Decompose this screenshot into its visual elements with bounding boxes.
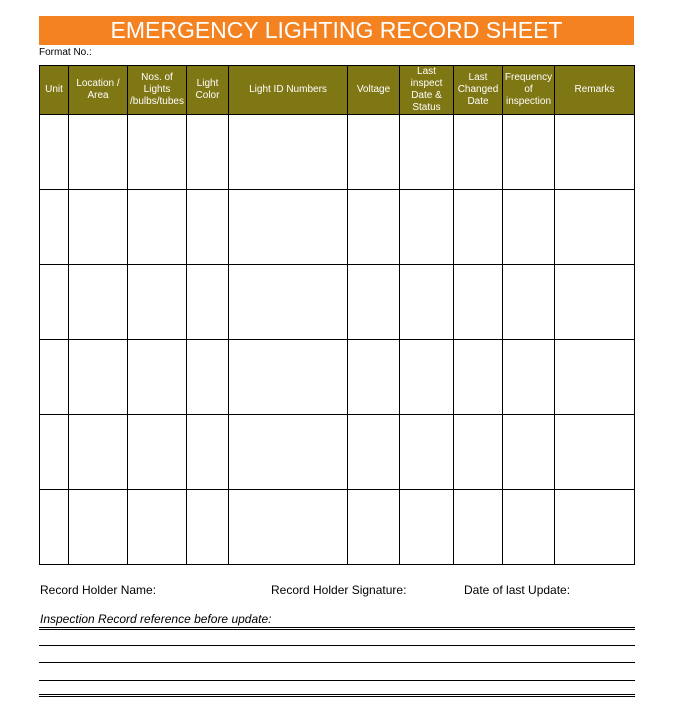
table-cell[interactable] [40,340,69,415]
table-cell[interactable] [454,265,503,340]
table-body [40,115,635,565]
table-cell[interactable] [69,340,128,415]
column-header-nos-of-lights: Nos. of Lights /bulbs/tubes [128,66,187,115]
table-cell[interactable] [187,265,229,340]
table-cell[interactable] [348,490,400,565]
table-cell[interactable] [555,190,635,265]
table-cell[interactable] [229,415,348,490]
table-cell[interactable] [454,415,503,490]
table-cell[interactable] [503,115,555,190]
table-cell[interactable] [187,115,229,190]
table-cell[interactable] [229,115,348,190]
table-header-row [40,66,635,115]
table-row [40,190,635,265]
table-cell[interactable] [400,490,454,565]
table-cell[interactable] [40,190,69,265]
table-cell[interactable] [187,490,229,565]
table-row [40,115,635,190]
table-cell[interactable] [40,265,69,340]
table-cell[interactable] [229,265,348,340]
column-header-location: Location / Area [69,66,128,115]
table-cell[interactable] [348,190,400,265]
table-cell[interactable] [348,415,400,490]
table-cell[interactable] [348,265,400,340]
table-cell[interactable] [503,190,555,265]
table-cell[interactable] [454,115,503,190]
table-cell[interactable] [40,115,69,190]
table-cell[interactable] [69,190,128,265]
table-row [40,415,635,490]
table-cell[interactable] [40,490,69,565]
table-cell[interactable] [400,115,454,190]
table-row [40,265,635,340]
table-cell[interactable] [454,490,503,565]
writing-line [39,662,635,663]
table-cell[interactable] [503,490,555,565]
table-cell[interactable] [555,415,635,490]
table-cell[interactable] [454,190,503,265]
date-of-last-update-label: Date of last Update: [464,583,571,597]
table-cell[interactable] [454,340,503,415]
table-cell[interactable] [229,190,348,265]
sheet-title: EMERGENCY LIGHTING RECORD SHEET [39,16,634,45]
table-cell[interactable] [128,265,187,340]
table-cell[interactable] [555,115,635,190]
inspection-reference-label: Inspection Record reference before update: [40,612,272,626]
writing-line [39,694,635,697]
table-cell[interactable] [128,415,187,490]
table-cell[interactable] [69,115,128,190]
table-cell[interactable] [400,340,454,415]
record-table [39,65,635,565]
column-header-frequency: Frequency of inspection [503,66,555,115]
table-cell[interactable] [229,490,348,565]
writing-line [39,680,635,681]
table-cell[interactable] [503,340,555,415]
table-cell[interactable] [128,190,187,265]
table-cell[interactable] [503,265,555,340]
record-holder-signature-label: Record Holder Signature: [271,583,407,597]
table-cell[interactable] [229,340,348,415]
column-header-remarks: Remarks [555,66,635,115]
column-header-last-changed: Last Changed Date [454,66,503,115]
table-cell[interactable] [400,190,454,265]
table-cell[interactable] [555,490,635,565]
table-cell[interactable] [40,415,69,490]
column-header-voltage: Voltage [348,66,400,115]
table-cell[interactable] [128,340,187,415]
table-row [40,490,635,565]
table-cell[interactable] [555,340,635,415]
table-cell[interactable] [400,415,454,490]
format-no-label: Format No.: [39,47,92,58]
table-row [40,340,635,415]
column-header-last-inspect: Last inspect Date & Status [400,66,454,115]
table-cell[interactable] [348,340,400,415]
table-cell[interactable] [187,415,229,490]
record-holder-name-label: Record Holder Name: [40,583,157,597]
table-cell[interactable] [187,340,229,415]
table-cell[interactable] [555,265,635,340]
table-cell[interactable] [503,415,555,490]
column-header-unit: Unit [40,66,69,115]
table-cell[interactable] [69,415,128,490]
column-header-light-color: Light Color [187,66,229,115]
column-header-light-id-numbers: Light ID Numbers [229,66,348,115]
writing-line [39,627,635,630]
table-cell[interactable] [187,190,229,265]
writing-line [39,645,635,646]
table-cell[interactable] [400,265,454,340]
table-cell[interactable] [348,115,400,190]
table-cell[interactable] [69,490,128,565]
table-cell[interactable] [128,115,187,190]
table-cell[interactable] [128,490,187,565]
table-cell[interactable] [69,265,128,340]
